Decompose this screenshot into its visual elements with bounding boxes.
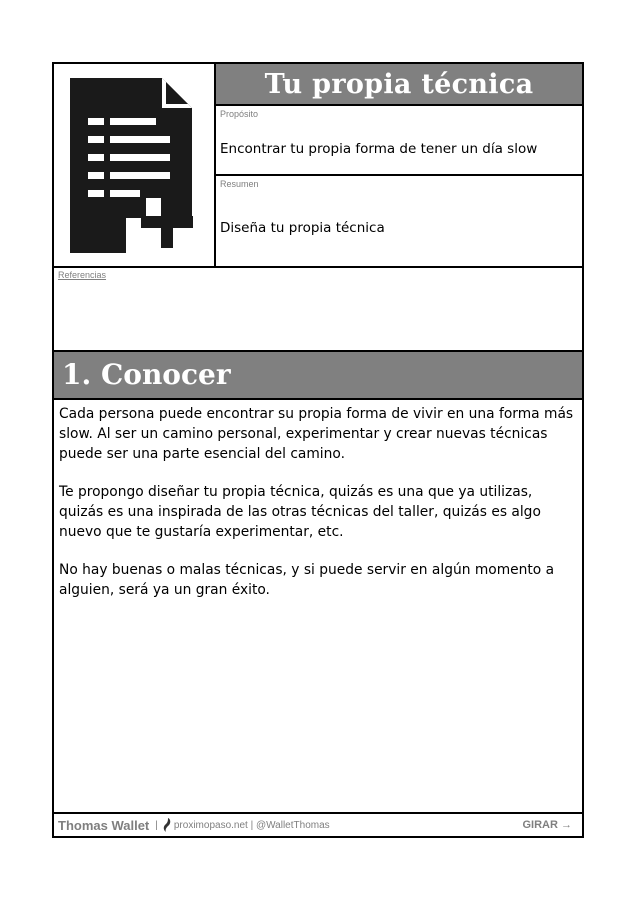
- proposito-field: [216, 106, 582, 176]
- resumen-field: [216, 176, 582, 266]
- resumen-value: Diseña tu propia técnica: [220, 220, 385, 236]
- title-bar: [216, 64, 582, 106]
- footer-site[interactable]: proximopaso.net | @WalletThomas: [173, 819, 330, 831]
- body-paragraph: No hay buenas o malas técnicas, y si puede servir en algún momento a alguien, será ya un gran éxito.: [59, 562, 555, 598]
- proposito-value: Encontrar tu propia forma de tener un día slow: [220, 141, 538, 157]
- proposito-label: Propósito: [220, 109, 259, 119]
- page-title: Tu propia técnica: [264, 68, 534, 100]
- turn-page-link[interactable]: GIRAR →: [522, 819, 572, 831]
- section-title: 1. Conocer: [62, 358, 231, 391]
- document-add-icon: [66, 78, 202, 253]
- referencias-field: [54, 266, 582, 352]
- icon-cell: [54, 64, 216, 266]
- technique-card: [52, 62, 584, 838]
- body-paragraph: Cada persona puede encontrar su propia forma de vivir en una forma más slow. Al ser un camino personal, experimentar y crear nuevas técnicas puede ser una parte esencial del camino.: [59, 406, 574, 462]
- section-body: [59, 404, 574, 618]
- comma-logo-icon: [162, 817, 172, 833]
- referencias-label: Referencias: [58, 270, 107, 280]
- footer-separator: |: [155, 819, 158, 831]
- body-paragraph: Te propongo diseñar tu propia técnica, quizás es una que ya utilizas, quizás es una inspirada de las otras técnicas del taller, quizás es algo nuevo que te gustaría experimentar, etc.: [59, 484, 541, 540]
- resumen-label: Resumen: [220, 179, 259, 189]
- footer: [54, 812, 582, 836]
- section-header: [54, 352, 582, 400]
- footer-author: Thomas Wallet: [58, 817, 150, 833]
